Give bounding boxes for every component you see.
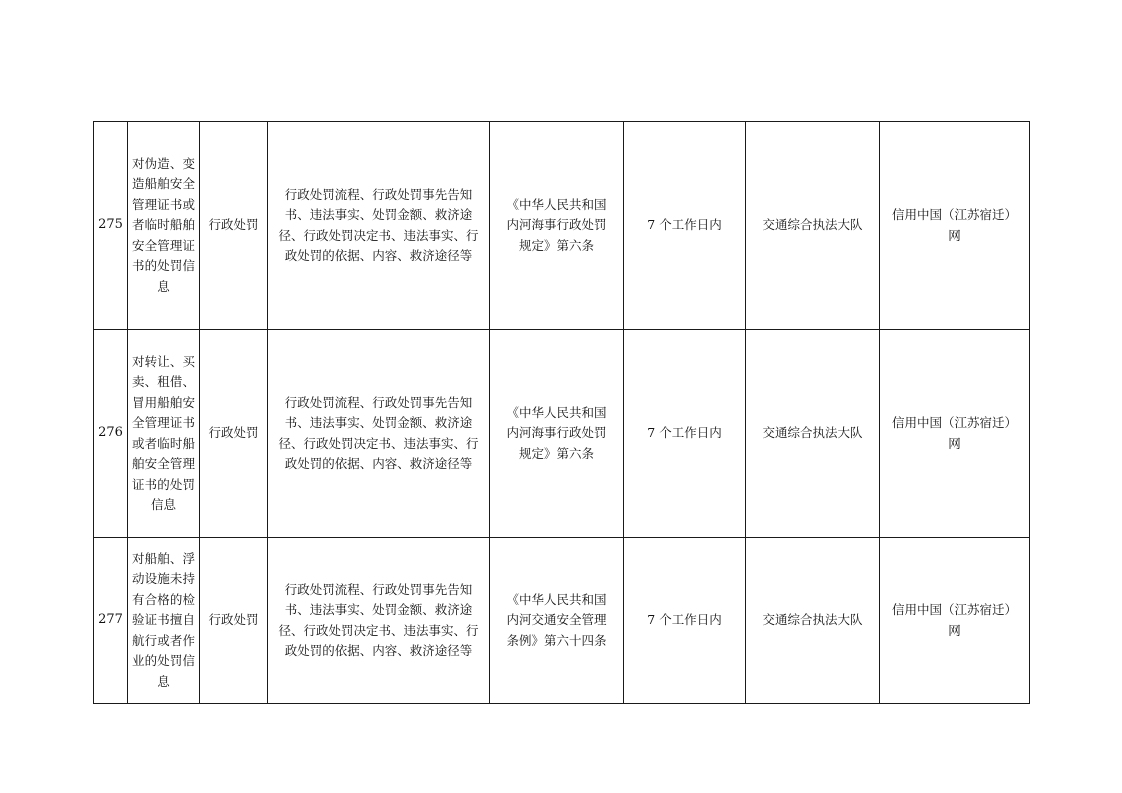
publish-site-cell: 信用中国（江苏宿迁）网 — [880, 122, 1030, 330]
time-limit-cell: 7 个工作日内 — [624, 330, 746, 538]
department-cell: 交通综合执法大队 — [746, 330, 880, 538]
row-number: 277 — [94, 538, 128, 704]
department-cell: 交通综合执法大队 — [746, 122, 880, 330]
disclosure-table — [93, 121, 1030, 704]
table-row — [94, 538, 1030, 704]
item-name-cell: 对船舶、浮动设施未持有合格的检验证书擅自航行或者作业的处罚信息 — [128, 538, 200, 704]
item-name-cell: 对伪造、变造船舶安全管理证书或者临时船舶安全管理证书的处罚信息 — [128, 122, 200, 330]
publish-site-cell: 信用中国（江苏宿迁）网 — [880, 330, 1030, 538]
time-limit-cell: 7 个工作日内 — [624, 122, 746, 330]
disclosure-content-cell: 行政处罚流程、行政处罚事先告知书、违法事实、处罚金额、救济途径、行政处罚决定书、违法事实、行政处罚的依据、内容、救济途径等 — [268, 330, 490, 538]
category-cell: 行政处罚 — [200, 122, 268, 330]
item-name-cell: 对转让、买卖、租借、冒用船舶安全管理证书或者临时船舶安全管理证书的处罚信息 — [128, 330, 200, 538]
legal-basis-cell: 《中华人民共和国内河海事行政处罚规定》第六条 — [490, 122, 624, 330]
category-cell: 行政处罚 — [200, 538, 268, 704]
time-limit-cell: 7 个工作日内 — [624, 538, 746, 704]
publish-site-cell: 信用中国（江苏宿迁）网 — [880, 538, 1030, 704]
legal-basis-cell: 《中华人民共和国内河交通安全管理条例》第六十四条 — [490, 538, 624, 704]
disclosure-content-cell: 行政处罚流程、行政处罚事先告知书、违法事实、处罚金额、救济途径、行政处罚决定书、违法事实、行政处罚的依据、内容、救济途径等 — [268, 538, 490, 704]
table-row — [94, 330, 1030, 538]
category-cell: 行政处罚 — [200, 330, 268, 538]
table-row — [94, 122, 1030, 330]
department-cell: 交通综合执法大队 — [746, 538, 880, 704]
row-number: 275 — [94, 122, 128, 330]
disclosure-content-cell: 行政处罚流程、行政处罚事先告知书、违法事实、处罚金额、救济途径、行政处罚决定书、违法事实、行政处罚的依据、内容、救济途径等 — [268, 122, 490, 330]
legal-basis-cell: 《中华人民共和国内河海事行政处罚规定》第六条 — [490, 330, 624, 538]
row-number: 276 — [94, 330, 128, 538]
